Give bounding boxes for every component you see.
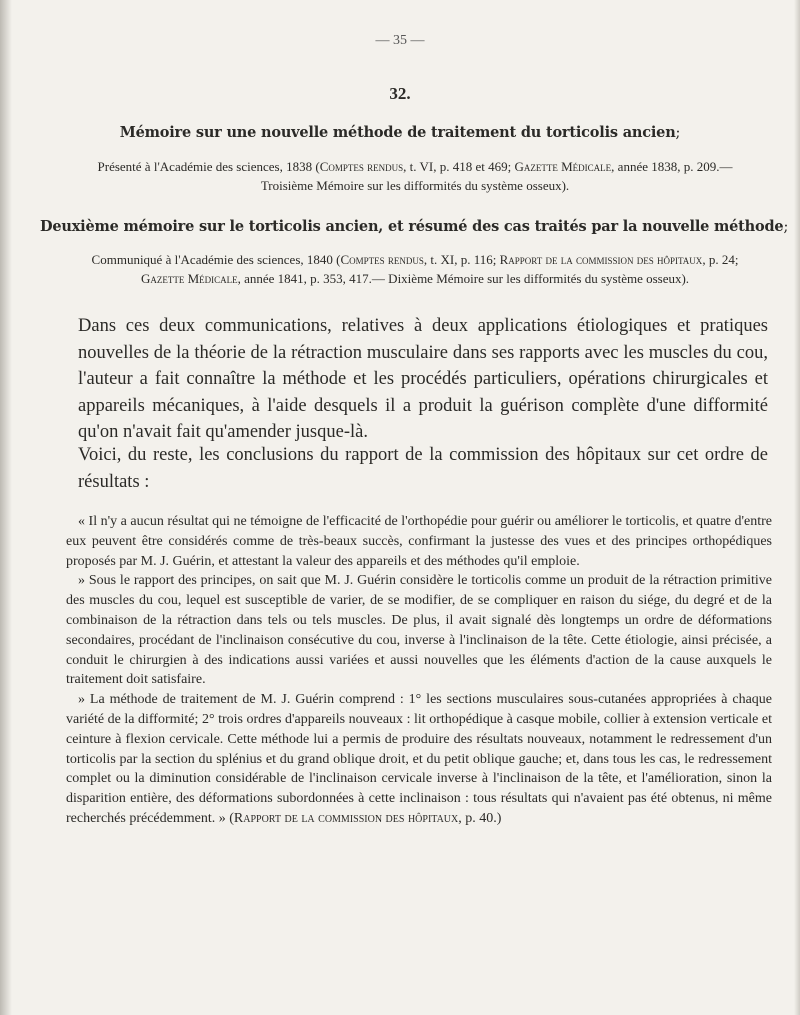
heading-second-memoir-title: Deuxième mémoire sur le torticolis ancien, et résumé des cas traités par la nouvelle méthode [40, 218, 784, 235]
binding-shadow [0, 0, 12, 1015]
quote-paragraph-2: » Sous le rapport des principes, on sait que M. J. Guérin considère le torticolis comme un produit de la rétraction primitive des muscles du cou, lequel est susceptible de varier, de se modifier, de se compliquer en raison du siége, du degré et de la combinaison de la rétraction dans tels ou tels muscles. De plus, il avait signalé dès longtemps un ordre de déformations secondaires, procédant de l'inclinaison consécutive du cou, inverse à l'inclinaison de la tête. Cette étiologie, ainsi précisée, a conduit le chirurgien à des indications aussi variées et aussi nouvelles que les éléments d'action de la cause auxquels le traitement doit satisfaire. [66, 573, 772, 688]
ref1-text-b: , t. VI, p. 418 et 469; [403, 159, 515, 174]
report-quotation [66, 512, 772, 829]
ref1-text-c: , année 1838, p. 209.— Troisième Mémoire sur les difformités du système osseux). [260, 159, 733, 193]
heading-first-memoir-punct: ; [675, 125, 681, 141]
heading-first-memoir-title: Mémoire sur une nouvelle méthode de traitement du torticolis ancien [119, 124, 676, 141]
ref1-gazette-medicale: Gazette Médicale [514, 159, 612, 174]
lead-paragraph-1 [78, 313, 768, 446]
quote-paragraph-1: « Il n'y a aucun résultat qui ne témoigne de l'efficacité de l'orthopédie pour guérir ou améliorer le torticolis, et quatre d'entre eux peuvent être considérés comme de très-beaux succès, confirmant la justesse des vues et des principes orthopédiques proposés par M. J. Guérin, et attestant la valeur des appareils et des méthodes qu'il emploie. [66, 514, 772, 569]
quote-paragraph-3-text: » La méthode de traitement de M. J. Guérin comprend : 1° les sections musculaires sous-cutanées appropriées à chaque variété de la difformité; 2° trois ordres d'appareils nouveaux : lit orthopédique à casque mobile, collier à extension verticale et ceinture à flexion cervicale. Cette méthode lui a permis de produire des résultats nouveaux, notamment le redressement d'un torticolis par la section du splénius et du grand oblique droit, et du petit oblique gauche; et, dans tous les cas, le redressement complet ou la diminution considérable de l'inclinaison cervicale inverse à l'inclinaison de la tête, et l'amélioration, sinon la disparition entière, des déformations subordonnées à cette inclinaison : tous résultats qui n'avaient pas été obtenus, ni même recherchés précédemment. » ( [66, 692, 772, 826]
ref2-text-c: , p. 24; [702, 252, 739, 267]
ref2-comptes-rendus: Comptes rendus [340, 252, 424, 267]
page-edge [794, 0, 800, 1015]
lead-paragraph-1-text: Dans ces deux communications, relatives à deux applications étiologiques et pratiques nouvelles de la théorie de la rétraction musculaire dans ses rapports avec les muscles du cou, l'auteur a fait connaître la méthode et les procédés particuliers, opérations chirurgicales et appareils mécaniques, à l'aide desquels il a produit la guérison complète d'une difformité qu'on n'avait fait qu'amender jusque-là. [78, 316, 768, 442]
quote-paragraph-3 [66, 690, 772, 829]
heading-second-memoir [40, 218, 789, 235]
reference-second-memoir [70, 250, 760, 288]
heading-first-memoir [40, 124, 760, 141]
ref2-gazette-medicale: Gazette Médicale [140, 271, 238, 286]
quote-paragraph-3-end: , p. 40.) [458, 810, 502, 826]
ref2-text-d: , année 1841, p. 353, 417.— Dixième Mémoire sur les difformités du système osseux). [237, 271, 690, 286]
lead-paragraph-2-text: Voici, du reste, les conclusions du rapport de la commission des hôpitaux sur cet ordre de résultats : [78, 445, 768, 492]
reference-first-memoir [70, 157, 760, 195]
ref1-text-a: Présenté à l'Académie des sciences, 1838 ( [97, 159, 320, 174]
lead-paragraph-2 [78, 442, 768, 495]
heading-second-memoir-punct: ; [783, 219, 789, 235]
ref2-text-b: , t. XI, p. 116; [423, 252, 500, 267]
page-number: — 35 — [375, 33, 425, 48]
section-number: 32. [389, 84, 411, 103]
quote-paragraph-3-source: Rapport de la commission des hôpitaux [233, 810, 459, 826]
ref2-text-a: Communiqué à l'Académie des sciences, 1840 ( [91, 252, 341, 267]
ref1-comptes-rendus: Comptes rendus [319, 159, 404, 174]
ref2-rapport-commission: Rapport de la commission des hôpitaux [499, 252, 703, 267]
